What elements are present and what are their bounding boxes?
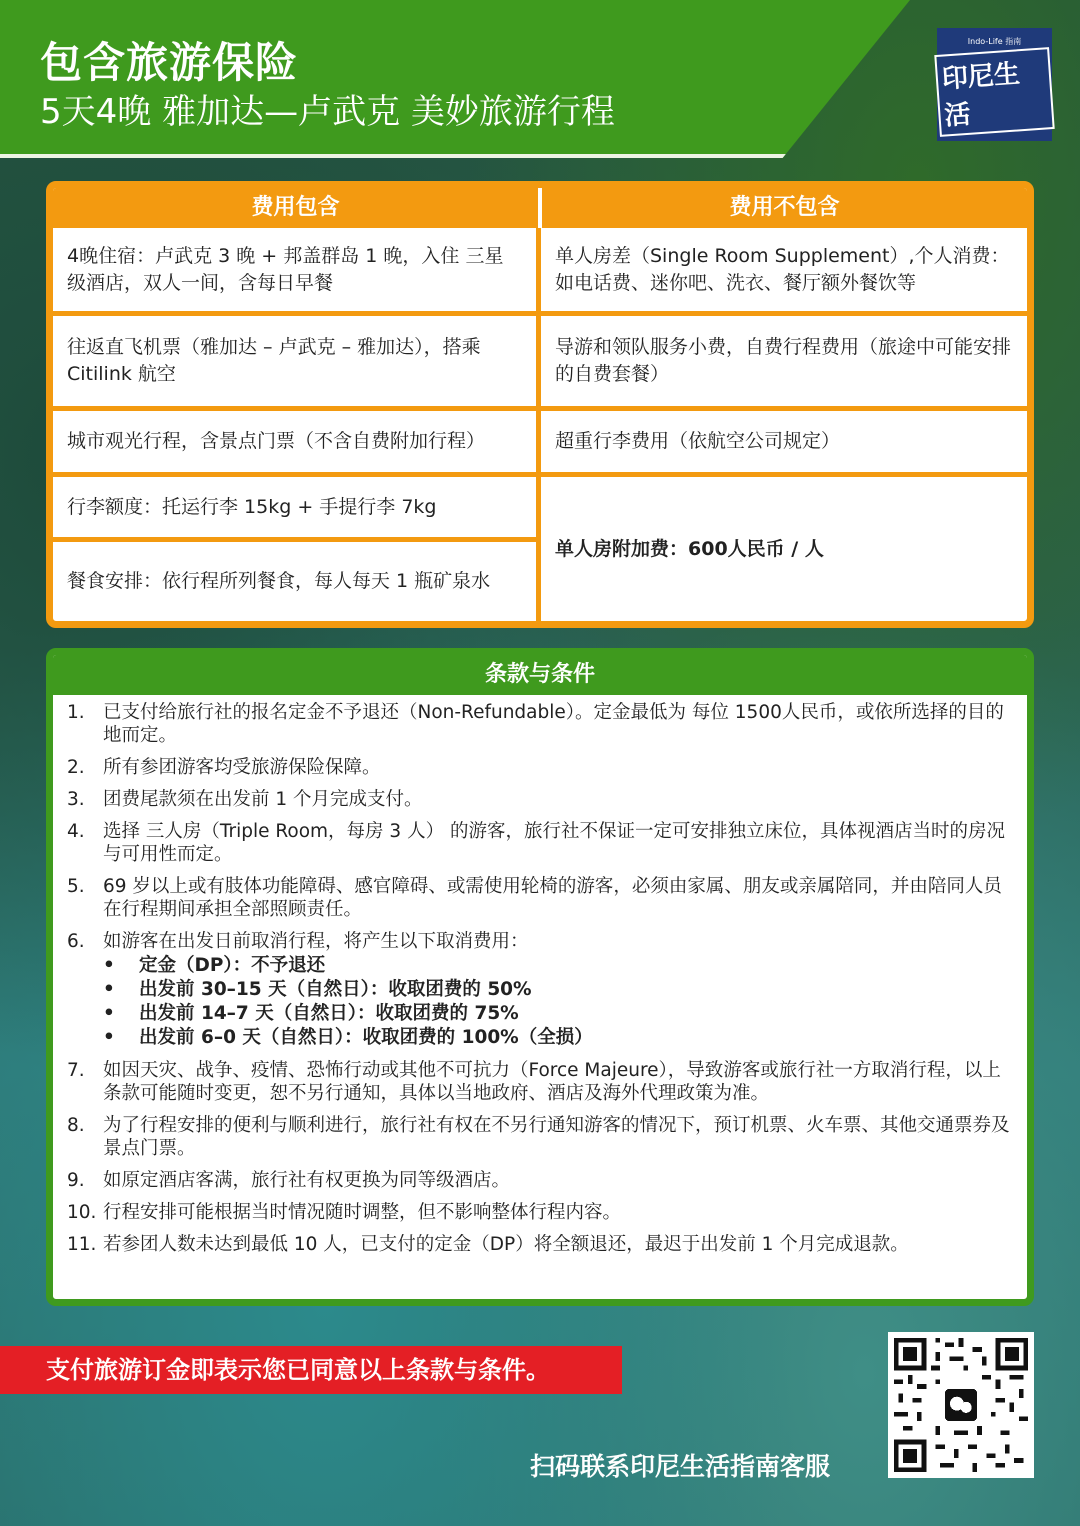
terms-header: 条款与条件 [53,655,1027,695]
qr-code-icon[interactable] [888,1332,1034,1478]
included-item: 餐食安排：依行程所列餐食，每人每天 1 瓶矿泉水 [67,570,491,592]
included-item: 往返直飞机票（雅加达 – 卢武克 – 雅加达），搭乘 Citilink 航空 [53,316,536,411]
term-number: 6. [67,931,85,952]
excluded-header: 费用不包含 [729,195,840,220]
excluded-item: 单人房差（Single Room Supplement）,个人消费：如电话费、迷你吧、洗衣、餐厅额外餐饮等 [541,228,1027,316]
cancellation-item [103,1002,1013,1026]
page-subtitle: 5天4晚 雅加达—卢武克 美妙旅游行程 [40,92,615,132]
cancellation-text: 出发前 6–0 天（自然日）：收取团费的 100%（全损） [139,1027,593,1048]
term-text: 选择 三人房（Triple Room，每房 3 人） 的游客，旅行社不保证一定可安排独立床位，具体视酒店当时的房况与可用性而定。 [103,821,1005,865]
term-text-block [103,930,1013,1050]
term-text: 若参团人数未达到最低 10 人，已支付的定金（DP）将全额退还，最迟于出发前 1 个月完成退款。 [103,1234,909,1255]
term-number: 8. [67,1115,85,1136]
term-text: 行程安排可能根据当时情况随时调整，但不影响整体行程内容。 [103,1202,622,1223]
term-text: 所有参团游客均受旅游保险保障。 [103,757,381,778]
term-number: 1. [67,702,85,723]
bullet-icon: • [103,1003,115,1024]
bullet-icon: • [103,955,115,976]
term-item [67,1201,1013,1224]
single-room-surcharge: 单人房附加费：600人民币 / 人 [555,537,824,560]
page-title: 包含旅游保险 [40,38,299,87]
terms-list [53,695,1027,1256]
scan-caption: 扫码联系印尼生活指南客服 [530,1452,831,1481]
cancellation-text: 出发前 30–15 天（自然日）：收取团费的 50% [139,979,532,1000]
term-text: 为了行程安排的便利与顺利进行，旅行社有权在不另行通知游客的情况下，预订机票、火车票、其他交通票券及景点门票。 [103,1115,1010,1159]
term-item [67,875,1013,921]
brand-logo [937,28,1052,141]
included-column [53,228,541,621]
term-number: 7. [67,1060,85,1081]
term-item [67,756,1013,779]
term-number: 5. [67,876,85,897]
term-text: 团费尾款须在出发前 1 个月完成支付。 [103,789,423,810]
cancellation-item [103,954,1013,978]
term-item [67,1114,1013,1160]
term-text: 如原定酒店客满，旅行社有权更换为同等级酒店。 [103,1170,511,1191]
term-text: 已支付给旅行社的报名定金不予退还（Non-Refundable）。定金最低为 每位 1500人民币，或依所选择的目的地而定。 [103,702,1004,746]
fees-table [46,181,1034,628]
excluded-item: 导游和领队服务小费，自费行程费用（旅途中可能安排的自费套餐） [541,316,1027,411]
cancellation-fee-list [103,954,1013,1050]
term-text: 如因天灾、战争、疫情、恐怖行动或其他不可抗力（Force Majeure），导致游客或旅行社一方取消行程，以上条款可能随时变更，恕不另行通知，具体以当地政府、酒店及海外代理政策为准。 [103,1060,1001,1104]
cancellation-item [103,978,1013,1002]
logo-main-text: 印尼生活 [934,47,1054,137]
fees-table-body [53,228,1027,621]
term-item [67,701,1013,747]
term-text: 如游客在出发日前取消行程，将产生以下取消费用： [103,931,529,952]
included-item: 4晚住宿：卢武克 3 晚 + 邦盖群岛 1 晚，入住 三星级酒店，双人一间，含每日早餐 [53,228,536,316]
term-item [67,1059,1013,1105]
term-number: 2. [67,757,85,778]
term-item [67,1233,1013,1256]
term-item [67,1169,1013,1192]
excluded-item: 超重行李费用（依航空公司规定） [541,411,1027,477]
cancellation-item [103,1026,1013,1050]
term-item [67,820,1013,866]
cancellation-text: 出发前 14–7 天（自然日）：收取团费的 75% [139,1003,519,1024]
logo-small-text: Indo-Life 指南 [967,37,1022,46]
included-item: 行李额度：托运行李 15kg + 手提行李 7kg [53,477,536,542]
term-number: 3. [67,789,85,810]
terms-box [46,648,1034,1306]
included-item: 城市观光行程，含景点门票（不含自费附加行程） [53,411,536,477]
qr-code-graphic [894,1338,1028,1472]
bullet-icon: • [103,1027,115,1048]
agreement-banner: 支付旅游订金即表示您已同意以上条款与条件。 [0,1346,622,1394]
included-header: 费用包含 [53,188,542,228]
term-item [67,788,1013,811]
term-item [67,930,1013,1050]
term-number: 10. [67,1202,97,1223]
cancellation-text: 定金（DP）：不予退还 [139,955,326,976]
bullet-icon: • [103,979,115,1000]
excluded-column [541,228,1027,621]
term-text: 69 岁以上或有肢体功能障碍、感官障碍、或需使用轮椅的游客，必须由家属、朋友或亲属陪同，并由陪同人员在行程期间承担全部照顾责任。 [103,876,1002,920]
term-number: 4. [67,821,85,842]
fees-table-header [53,188,1027,228]
term-number: 9. [67,1170,85,1191]
term-number: 11. [67,1234,97,1255]
